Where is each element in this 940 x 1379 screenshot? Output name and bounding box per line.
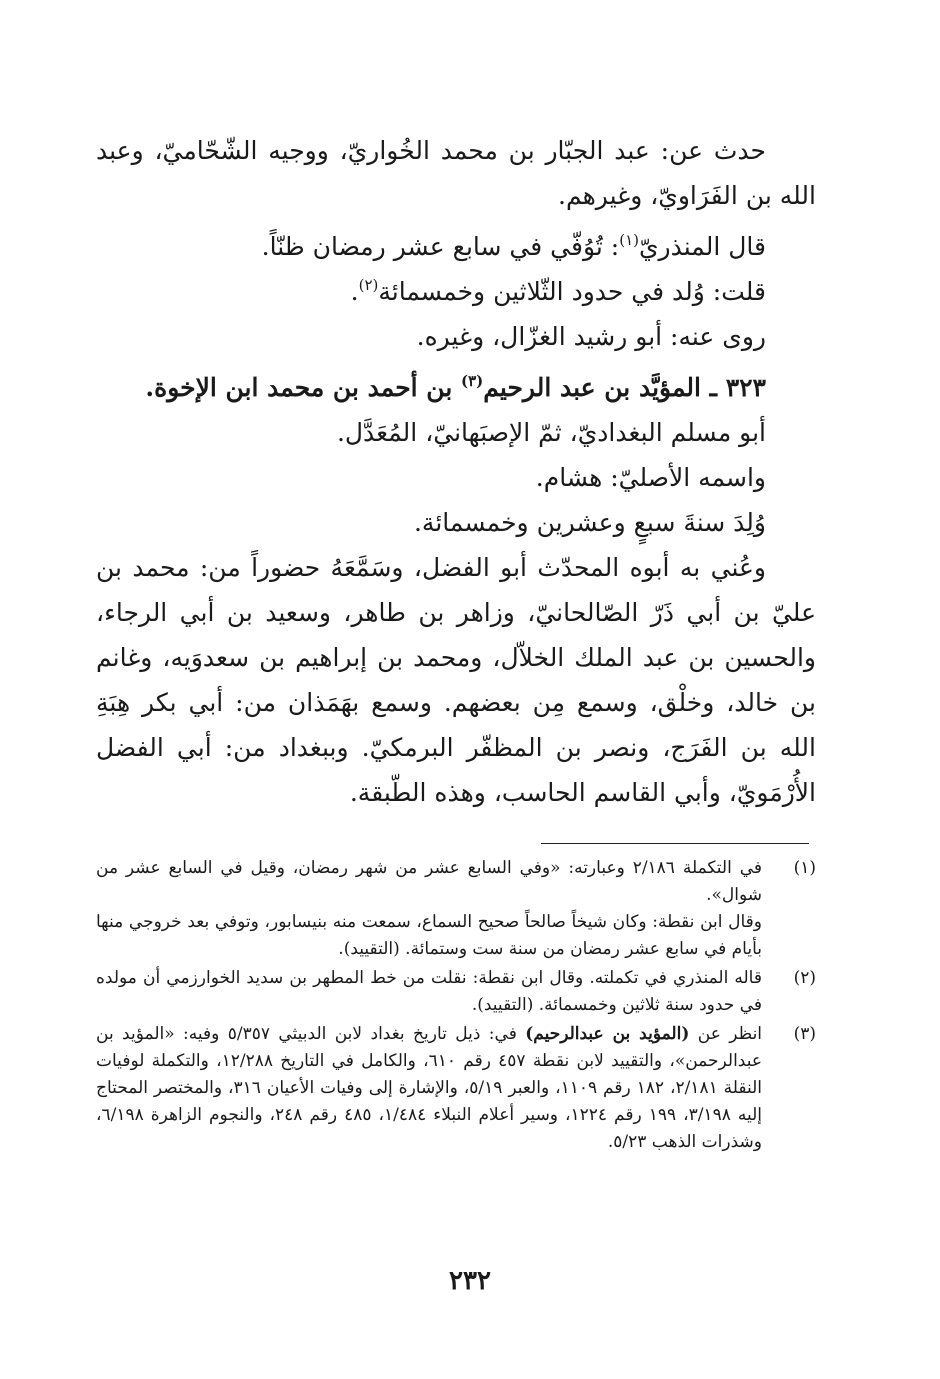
footnotes (96, 855, 816, 1158)
footnote-1 (96, 855, 816, 963)
footnote-body (96, 965, 762, 1019)
paragraph-narrated-from: روى عنه: أبو رشيد الغزّال، وغيره. (416, 322, 766, 351)
paragraph-birth: وُلِدَ سنةَ سبعٍ وعشرين وخمسمائة. (413, 508, 766, 537)
main-text (96, 128, 816, 815)
paragraph-death-note-lead: قال المنذريّ (638, 232, 766, 261)
footnote-2 (96, 965, 816, 1019)
footnote-ref-3[interactable]: (٣) (461, 372, 484, 390)
footnote-divider (541, 843, 809, 844)
paragraph-narrators: حدث عن: عبد الجبّار بن محمد الخُواريّ، ووجيه الشّحّاميّ، وعبد الله بن الفَرَاويّ، وغيرهم. (96, 136, 816, 210)
footnote-ref-2[interactable]: (٢) (358, 276, 379, 294)
footnote-ref-1[interactable]: (١) (619, 231, 639, 249)
footnote-text-lead: انظر عن (689, 1024, 763, 1044)
footnote-subject-name: (المؤيد بن عبدالرحيم) (525, 1024, 690, 1044)
footnote-number: (٢) (793, 968, 816, 988)
paragraph-kunya: أبو مسلم البغداديّ، ثمّ الإصبَهانيّ، المُعَدَّل. (336, 418, 766, 447)
footnote-number: (٣) (793, 1024, 816, 1044)
footnote-body (96, 855, 762, 963)
footnote-text (96, 1021, 762, 1156)
page-number: ٢٣٢ (449, 1266, 491, 1296)
footnote-text: وقال ابن نقطة: وكان شيخاً صالحاً صحيح السماع، سمعت منه بنيسابور، وتوفي بعد خروجي منها بأيام في سابع عشر رمضان من سنة ست وستمائة. (التقييد). (96, 912, 762, 959)
entry-heading-lead: ٣٢٣ ـ المؤيَّد بن عبد الرحيم (483, 373, 766, 402)
footnote-text: قاله المنذري في تكملته. وقال ابن نقطة: نقلت من خط المطهر بن سديد الخوارزمي أن مولده في حدود سنة ثلاثين وخمسمائة. (التقييد). (96, 968, 762, 1015)
paragraph-birth-note-lead: قلت: وُلد في حدود الثّلاثين وخمسمائة (378, 277, 766, 306)
entry-heading-rest: بن أحمد بن محمد ابن الإخوة. (145, 373, 461, 402)
paragraph-teachers: وعُني به أبوه المحدّث أبو الفضل، وسَمَّعَهُ حضوراً من: محمد بن عليّ بن أبي ذَرّ الصّالحانيّ، وزاهر بن طاهر، وسعيد بن أبي الرجاء، والحسين بن عبد الملك الخلاّل، ومحمد بن إبراهيم بن سعدوَيه، وغانم بن خالد، وخلْق، وسمع مِن بعضهم. وسمع بهَمَذان من: أبي بكر هِبَةِ الله بن الفَرَج، ونصر بن المظفّر البرمكيّ. وببغداد من: أبي الفضل الأُرْمَويّ، وأبي القاسم الحاسب، وهذه الطّبقة. (96, 553, 816, 807)
paragraph-original-name: واسمه الأصليّ: هشام. (535, 463, 766, 492)
footnote-text-rest: في: ذيل تاريخ بغداد لابن الدبيثي ٥/٣٥٧ وفيه: «المؤيد بن عبدالرحمن»، والتقييد لابن نقطة ٤٥٧ رقم ٦١٠، والكامل في التاريخ ١٢/٢٨٨، والتكملة لوفيات النقلة ٢/١٨١، ١٨٢ رقم ١١٠٩، والعبر ٥/١٩، والإشارة إلى وفيات الأعيان ٣١٦، والمختصر المحتاج إليه ٣/١٩٨، ١٩٩ رقم ١٢٢٤، وسير أعلام النبلاء ١/٤٨٤، ٤٨٥ رقم ٢٤٨، والنجوم الزاهرة ٦/١٩٨، وشذرات الذهب ٥/٢٣. (96, 1024, 763, 1152)
footnote-number: (١) (793, 858, 816, 878)
paragraph-death-note-rest: : تُوُفّي في سابع عشر رمضان ظنّاً. (261, 232, 620, 261)
footnote-text: في التكملة ٢/١٨٦ وعبارته: «وفي السابع عشر من شهر رمضان، وقيل في السابع عشر من شوال». (96, 858, 762, 905)
paragraph-birth-note-rest: . (350, 277, 359, 306)
footnote-body (96, 1021, 762, 1156)
entry-heading (96, 365, 816, 410)
paragraph-birth-note (96, 269, 816, 314)
footnote-3 (96, 1021, 816, 1156)
paragraph-death-note (96, 224, 816, 269)
